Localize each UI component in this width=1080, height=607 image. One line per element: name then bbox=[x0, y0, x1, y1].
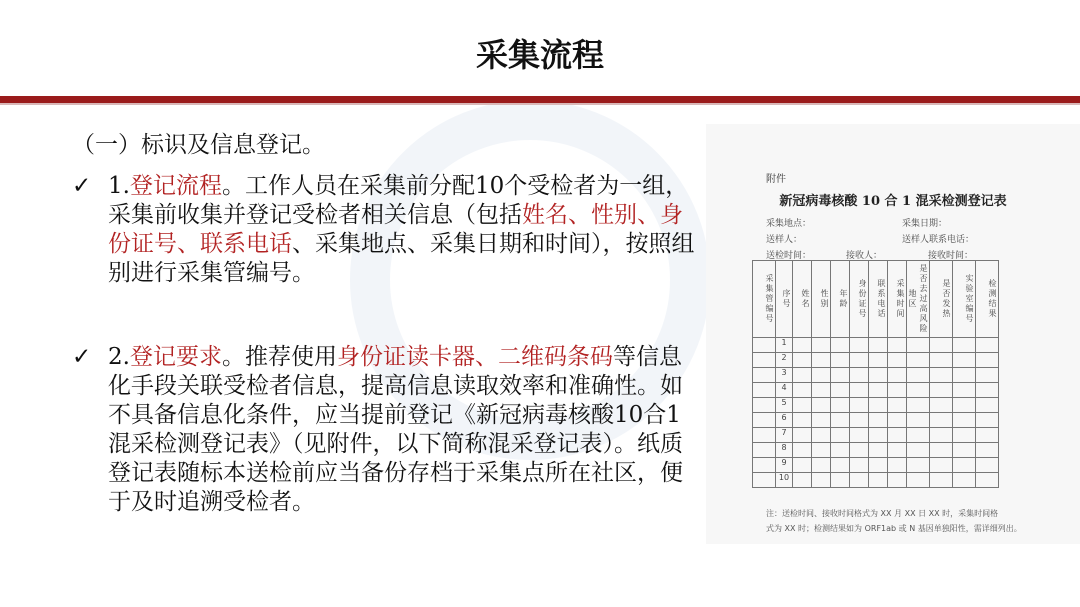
form-field: 采集日期： bbox=[902, 219, 948, 229]
item-highlight: 姓名、性别、身份证号、联系电话 bbox=[108, 202, 683, 257]
form-label: 附件 bbox=[766, 174, 786, 185]
form-cell bbox=[907, 458, 930, 473]
form-cell bbox=[793, 338, 812, 353]
form-cell bbox=[753, 398, 776, 413]
form-cell bbox=[793, 368, 812, 383]
form-cell bbox=[793, 428, 812, 443]
form-cell bbox=[831, 398, 850, 413]
form-header-cell: 是否去过高风险地区 bbox=[907, 261, 930, 338]
form-cell bbox=[812, 443, 831, 458]
form-cell bbox=[753, 473, 776, 488]
form-cell bbox=[888, 353, 907, 368]
form-cell bbox=[907, 443, 930, 458]
form-note: 注：送检时间、接收时间格式为 XX 月 XX 日 XX 时，采集时间格 bbox=[766, 509, 999, 518]
form-cell bbox=[869, 368, 888, 383]
form-cell bbox=[869, 383, 888, 398]
form-cell bbox=[907, 338, 930, 353]
form-header-cell: 联系电话 bbox=[869, 261, 888, 338]
form-cell bbox=[953, 428, 976, 443]
form-cell bbox=[888, 368, 907, 383]
form-cell bbox=[930, 353, 953, 368]
form-header-cell: 序号 bbox=[776, 261, 793, 338]
form-cell bbox=[850, 353, 869, 368]
form-cell bbox=[907, 473, 930, 488]
form-cell: 4 bbox=[776, 383, 793, 398]
form-cell bbox=[869, 458, 888, 473]
form-cell bbox=[812, 368, 831, 383]
form-cell bbox=[812, 383, 831, 398]
form-cell bbox=[753, 383, 776, 398]
item-lead: 登记流程 bbox=[129, 173, 222, 199]
form-header-cell: 年龄 bbox=[831, 261, 850, 338]
form-cell: 9 bbox=[776, 458, 793, 473]
form-cell: 1 bbox=[776, 338, 793, 353]
section-heading: （一）标识及信息登记。 bbox=[72, 132, 325, 158]
form-cell bbox=[812, 428, 831, 443]
form-cell bbox=[907, 383, 930, 398]
form-cell bbox=[907, 398, 930, 413]
form-cell bbox=[850, 398, 869, 413]
form-cell bbox=[888, 443, 907, 458]
form-cell bbox=[907, 413, 930, 428]
form-cell bbox=[888, 428, 907, 443]
item-lead: 登记要求 bbox=[129, 344, 222, 370]
form-cell bbox=[930, 368, 953, 383]
form-cell bbox=[869, 398, 888, 413]
form-cell bbox=[953, 458, 976, 473]
form-cell bbox=[831, 473, 850, 488]
form-cell bbox=[930, 443, 953, 458]
form-cell bbox=[869, 353, 888, 368]
form-cell bbox=[888, 398, 907, 413]
form-header-cell: 采集时间 bbox=[888, 261, 907, 338]
title-divider-shadow bbox=[0, 103, 1080, 105]
form-cell bbox=[976, 428, 999, 443]
form-cell bbox=[793, 353, 812, 368]
form-field: 接收时间： bbox=[928, 251, 974, 261]
form-cell bbox=[793, 413, 812, 428]
form-header-cell: 检测结果 bbox=[976, 261, 999, 338]
form-cell bbox=[793, 458, 812, 473]
form-cell bbox=[953, 413, 976, 428]
form-cell bbox=[930, 338, 953, 353]
check-icon: ✓ bbox=[72, 344, 92, 370]
form-cell bbox=[850, 458, 869, 473]
form-cell bbox=[812, 398, 831, 413]
form-cell bbox=[907, 428, 930, 443]
form-cell bbox=[753, 353, 776, 368]
form-cell bbox=[753, 413, 776, 428]
form-cell bbox=[793, 443, 812, 458]
item-highlight: 身份证读卡器、二维码条码 bbox=[336, 344, 613, 370]
form-cell bbox=[976, 413, 999, 428]
form-cell bbox=[753, 443, 776, 458]
form-field: 接收人： bbox=[846, 251, 883, 261]
form-cell bbox=[930, 398, 953, 413]
form-cell: 8 bbox=[776, 443, 793, 458]
form-cell bbox=[907, 353, 930, 368]
form-cell bbox=[753, 428, 776, 443]
item-text: 2.登记要求。推荐使用身份证读卡器、二维码条码等信息化手段关联受检者信息，提高信息读取效率和准确性。如不具备信息化条件，应当提前登记《新冠病毒核酸10合1混采检测登记表》（见附件，以下简称混采登记表）。纸质登记表随标本送检前应当备份存档于采集点所在社区，便于及时追溯受检者。 bbox=[108, 344, 683, 515]
form-cell bbox=[831, 458, 850, 473]
form-title: 新冠病毒核酸 10 合 1 混采检测登记表 bbox=[779, 194, 1007, 209]
form-cell bbox=[812, 353, 831, 368]
form-cell: 5 bbox=[776, 398, 793, 413]
form-cell bbox=[953, 473, 976, 488]
form-cell: 6 bbox=[776, 413, 793, 428]
form-cell bbox=[953, 383, 976, 398]
form-cell bbox=[850, 428, 869, 443]
form-cell bbox=[888, 338, 907, 353]
form-cell bbox=[953, 443, 976, 458]
form-cell bbox=[812, 338, 831, 353]
form-cell bbox=[888, 458, 907, 473]
form-cell bbox=[888, 473, 907, 488]
page-title: 采集流程 bbox=[475, 36, 604, 74]
form-field: 送样人： bbox=[766, 235, 803, 245]
form-field: 送检时间： bbox=[766, 251, 812, 261]
form-cell bbox=[930, 383, 953, 398]
form-cell bbox=[976, 368, 999, 383]
form-cell bbox=[953, 338, 976, 353]
form-cell bbox=[831, 383, 850, 398]
form-cell bbox=[869, 413, 888, 428]
form-cell bbox=[831, 413, 850, 428]
form-cell bbox=[793, 473, 812, 488]
form-cell bbox=[953, 398, 976, 413]
list-item-1 bbox=[72, 172, 702, 288]
form-cell: 10 bbox=[776, 473, 793, 488]
title-divider bbox=[0, 96, 1080, 103]
form-cell: 3 bbox=[776, 368, 793, 383]
form-header-cell: 实验室编号 bbox=[953, 261, 976, 338]
form-cell: 2 bbox=[776, 353, 793, 368]
form-cell bbox=[831, 338, 850, 353]
form-cell bbox=[953, 353, 976, 368]
form-cell bbox=[850, 383, 869, 398]
form-cell bbox=[753, 458, 776, 473]
form-cell bbox=[793, 398, 812, 413]
form-cell bbox=[976, 473, 999, 488]
form-cell bbox=[869, 473, 888, 488]
form-header-cell: 身份证号 bbox=[850, 261, 869, 338]
form-cell bbox=[888, 413, 907, 428]
form-cell bbox=[930, 473, 953, 488]
form-cell bbox=[831, 353, 850, 368]
form-cell bbox=[850, 368, 869, 383]
form-header-cell: 采集管编号 bbox=[753, 261, 776, 338]
form-cell bbox=[869, 443, 888, 458]
form-cell bbox=[831, 443, 850, 458]
form-note: 式为 XX 时；检测结果如为 ORF1ab 或 N 基因单独阳性，需详细列出。 bbox=[766, 524, 1022, 533]
form-cell bbox=[888, 383, 907, 398]
form-cell bbox=[907, 368, 930, 383]
registration-form-image bbox=[706, 124, 1080, 544]
form-cell bbox=[976, 398, 999, 413]
form-cell bbox=[831, 368, 850, 383]
form-cell bbox=[812, 473, 831, 488]
form-cell bbox=[850, 338, 869, 353]
form-cell bbox=[976, 443, 999, 458]
form-field: 采集地点： bbox=[766, 219, 812, 229]
form-cell bbox=[976, 338, 999, 353]
form-header-cell: 性别 bbox=[812, 261, 831, 338]
form-table bbox=[752, 260, 999, 488]
form-cell bbox=[850, 413, 869, 428]
list-item-2 bbox=[72, 343, 702, 517]
form-cell bbox=[930, 458, 953, 473]
form-cell bbox=[793, 383, 812, 398]
form-cell: 7 bbox=[776, 428, 793, 443]
form-cell bbox=[976, 383, 999, 398]
item-text: 1.登记流程。工作人员在采集前分配10个受检者为一组，采集前收集并登记受检者相关信息（包括姓名、性别、身份证号、联系电话、采集地点、采集日期和时间），按照组别进行采集管编号。 bbox=[108, 173, 695, 286]
form-header-cell: 姓名 bbox=[793, 261, 812, 338]
form-cell bbox=[850, 443, 869, 458]
form-cell bbox=[976, 353, 999, 368]
form-header-cell: 是否发热 bbox=[930, 261, 953, 338]
form-cell bbox=[953, 368, 976, 383]
form-cell bbox=[812, 413, 831, 428]
form-cell bbox=[850, 473, 869, 488]
form-cell bbox=[930, 428, 953, 443]
form-cell bbox=[753, 368, 776, 383]
form-cell bbox=[976, 458, 999, 473]
form-cell bbox=[753, 338, 776, 353]
check-icon: ✓ bbox=[72, 173, 92, 199]
form-cell bbox=[869, 338, 888, 353]
form-cell bbox=[869, 428, 888, 443]
form-cell bbox=[831, 428, 850, 443]
form-cell bbox=[930, 413, 953, 428]
form-field: 送样人联系电话： bbox=[902, 235, 975, 245]
form-cell bbox=[812, 458, 831, 473]
